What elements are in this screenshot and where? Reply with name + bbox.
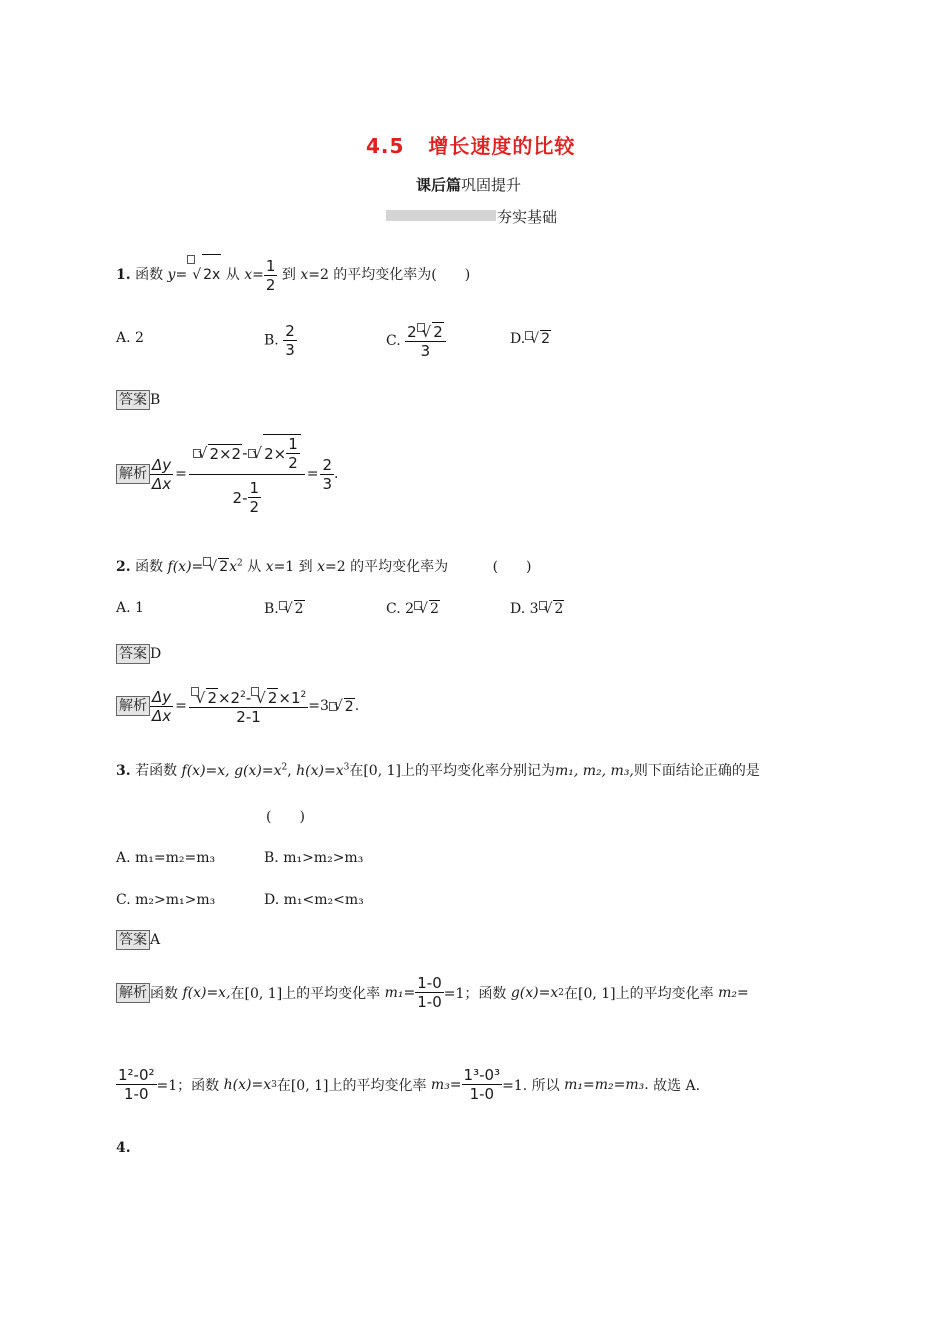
radicand: 2 (219, 559, 229, 575)
denominator (231, 475, 264, 516)
answer-value: A (150, 932, 161, 948)
text: 函数 (150, 985, 178, 1002)
text: =1 到 (273, 559, 313, 575)
text: 在[0, 1]上的平均变化率分别记为 (349, 763, 555, 779)
option-b[interactable] (264, 322, 297, 359)
numerator: Δy (152, 687, 172, 706)
m3: m₃= (430, 1076, 462, 1093)
index-placeholder-icon (525, 331, 533, 340)
numerator: 2 (322, 455, 333, 474)
delta-ratio (150, 688, 173, 725)
answer-blank: ( ) (266, 809, 305, 825)
denominator: 2 (249, 498, 260, 516)
index-placeholder-icon (414, 601, 422, 610)
radicand: 2×2 (209, 444, 242, 463)
option-label: D. (510, 331, 526, 347)
denominator: 3 (322, 474, 333, 493)
answer-value: D (150, 646, 162, 662)
numerator: √ $2\times 2^2-$ √ $2\times 1^2$ (189, 686, 308, 708)
root-expression: √ 2x (187, 267, 221, 283)
eq: = (191, 559, 204, 575)
text: =1. 所以 (502, 1077, 560, 1094)
fraction (462, 1066, 503, 1103)
option-b[interactable]: B. m₁>m₂>m₃ (264, 850, 364, 866)
text: 故选 A. (653, 1077, 701, 1094)
exponent: 2 (237, 558, 243, 569)
index-placeholder-icon (417, 323, 425, 332)
answer-tag: 答案 (116, 644, 150, 664)
analysis-tag: 解析 (116, 696, 150, 716)
function-f: f(x)=x, (182, 984, 231, 1001)
option-d[interactable]: D. m₁<m₂<m₃ (264, 892, 364, 908)
variables: m₁, m₂, m₃, (554, 763, 634, 779)
delta-ratio (150, 456, 173, 493)
main-fraction (189, 686, 308, 726)
answer-value: B (150, 392, 161, 408)
var-x: x (300, 267, 309, 283)
text: =1；函数 (156, 1077, 220, 1094)
numerator: 1²-0² (118, 1066, 155, 1084)
solution-1: 解析 $\frac{\Delta y}{\Delta x}$ = √ 2×2 - √ 2× $\frac{1}{2}$ 2- $\frac{1}{2}$ = $\frac{2}{3}$ . (116, 432, 338, 516)
radicand: 2 (429, 601, 439, 617)
solution-2: 解析 $\frac{\Delta y}{\Delta x}$ = $\frac{√ 2\times 2^2- √ 2\times 1^2}{2-1}$ =3 √ 2 . (116, 686, 359, 726)
denominator: 1-0 (469, 1085, 495, 1103)
option-c[interactable]: C. m₂>m₁>m₃ (116, 892, 216, 908)
denominator: Δx (152, 706, 172, 725)
numerator: 1 (288, 435, 298, 453)
result-fraction (320, 456, 334, 493)
inner-fraction (248, 479, 262, 516)
level-bar (386, 210, 496, 221)
radicand: 2 (267, 689, 278, 707)
option-label: B. (264, 332, 279, 349)
option-a[interactable]: A. 1 (116, 600, 144, 616)
text: 函数 (135, 267, 164, 283)
answer-row-1 (116, 390, 160, 410)
numerator: 1-0 (417, 974, 442, 992)
fraction (264, 257, 278, 294)
option-d[interactable] (510, 330, 551, 347)
numerator: 1 (265, 256, 276, 275)
fraction (116, 1066, 157, 1103)
subtitle (416, 174, 521, 195)
option-c[interactable]: C. 2 √ 2 (386, 601, 439, 617)
question-1: 1. 函数 y= √ 2x 从 x= $\frac{1}{2}$ 到 x=2 的平均变化率为( ) (116, 254, 470, 295)
coefficient: 2 (407, 323, 417, 341)
text: 在[0, 1]上的平均变化率 (276, 1077, 427, 1094)
radicand (263, 434, 301, 472)
numerator: √ 2×2 - √ 2× $\frac{1}{2}$ (189, 432, 305, 475)
radicand: 2 (207, 689, 217, 707)
denominator: 3 (285, 341, 295, 359)
function-h: h(x)=x (296, 763, 344, 779)
subtitle-bold: 课后篇 (416, 176, 462, 194)
denominator: 3 (420, 342, 431, 360)
text: 在[0, 1]上的平均变化率 (564, 985, 714, 1002)
radicand: 2 (554, 601, 564, 617)
option-label: B. (264, 601, 279, 617)
text: 到 (281, 267, 296, 283)
radicand: 2 (294, 601, 304, 617)
solution-3-line-1: 解析 函数 f(x)=x, 在[0, 1]上的平均变化率 m₁= $\frac{1-0}{1-0}$ =1；函数 g(x)=x 2 在[0, 1]上的平均变化率 m₂= (116, 974, 749, 1011)
option-d[interactable]: D. 3 √ 2 (510, 601, 564, 617)
numerator: Δy (152, 455, 172, 474)
radicand: 2 (344, 698, 354, 715)
exponent: 2 (240, 690, 246, 700)
exponent: 2 (300, 690, 307, 700)
radicand: 2 (433, 323, 443, 341)
inner-fraction (286, 435, 300, 472)
text: 则下面结论正确的是 (633, 763, 760, 779)
answer-row-3 (116, 930, 160, 950)
index-placeholder-icon (187, 255, 195, 264)
var-y: y (167, 267, 176, 283)
section-title: 增长速度的比较 (428, 134, 576, 158)
option-label: D. 3 (510, 601, 539, 617)
answer-tag: 答案 (116, 390, 150, 410)
numerator: 1 (249, 479, 260, 497)
analysis-tag: 解析 (116, 464, 150, 484)
index-placeholder-icon (203, 557, 211, 566)
option-b[interactable]: B. √ 2 (264, 601, 304, 617)
function-f: f(x)=x, (181, 763, 230, 779)
question-2: 2. 函数 f(x)= √ $2x^2$ 从 x=1 到 x=2 的平均变化率为 ( ) (116, 558, 532, 575)
question-number: 2. (116, 559, 131, 575)
conclusion: m₁=m₂=m₃. (564, 1076, 649, 1093)
option-a[interactable]: A. m₁=m₂=m₃ (116, 850, 216, 866)
numerator: 2 (285, 322, 295, 340)
analysis-tag: 解析 (116, 983, 150, 1003)
question-4-number: 4. (116, 1140, 131, 1156)
section-number: 4.5 (366, 134, 405, 158)
index-placeholder-icon (248, 449, 256, 458)
level-label: 夯实基础 (497, 208, 558, 226)
text: =2 的平均变化率为( ) (308, 267, 471, 283)
m1: m₁= (384, 984, 416, 1001)
option-label: C. 2 (386, 601, 415, 617)
term: ×2 (217, 689, 241, 707)
var-x: x (244, 267, 253, 283)
text: 在[0, 1]上的平均变化率 (230, 985, 381, 1002)
text: 2× (264, 444, 287, 463)
text: 2- (232, 488, 248, 507)
period: . (354, 698, 360, 714)
denominator: 2 (288, 454, 298, 472)
radicand: 2x (202, 254, 221, 295)
answer-row-2 (116, 644, 161, 664)
radicand: 2 (541, 331, 551, 347)
text: =2 的平均变化率为 (325, 559, 449, 575)
var-x: x (229, 559, 238, 575)
question-number: 3. (116, 763, 131, 779)
function-g: g(x)=x (234, 763, 282, 779)
denominator: 2 (265, 275, 276, 294)
fraction (283, 322, 297, 359)
option-label: C. (386, 333, 401, 349)
question-number: 1. (116, 267, 131, 283)
option-c[interactable] (386, 322, 446, 360)
denominator: 2-1 (236, 708, 261, 726)
eq: = (175, 267, 188, 283)
function-h: h(x)=x (223, 1076, 272, 1093)
text: 函数 (135, 559, 164, 575)
subtitle-rest: 巩固提升 (461, 176, 522, 194)
root-expression: √ 2 (525, 331, 551, 347)
solution-3-line-2: $\frac{\text{1²-0²}}{1-0}$ =1；函数 h(x)=x 3 在[0, 1]上的平均变化率 m₃= $\frac{\text{1³-0³}}{1-0}$ =1. 所以 m₁=m₂=m₃. 故选 A. (118, 1066, 701, 1103)
denominator: Δx (152, 474, 172, 493)
index-placeholder-icon (191, 687, 199, 696)
root-expression: √ 2 (203, 559, 229, 575)
text: 从 (247, 559, 262, 575)
text: 从 (225, 267, 240, 283)
page-title (366, 130, 575, 159)
numerator: 1³-0³ (463, 1066, 501, 1084)
text: 若函数 (135, 763, 178, 779)
option-a[interactable]: A. 2 (116, 330, 144, 346)
question-3: 3. 若函数 f(x)=x, $g(x)=x^2$, $h(x)=x^3$在[0, 1]上的平均变化率分别记为m₁, m₂, m₃,则下面结论正确的是 (116, 762, 760, 779)
numerator: 2 √ 2 (405, 322, 446, 342)
denominator: 1-0 (124, 1085, 149, 1103)
m2: m₂= (718, 984, 749, 1001)
term: ×1 (278, 689, 301, 707)
index-placeholder-icon (251, 687, 259, 696)
answer-tag: 答案 (116, 930, 150, 950)
index-placeholder-icon (279, 601, 287, 610)
period: . (334, 466, 339, 482)
fraction (415, 974, 444, 1011)
function-g: g(x)=x (510, 984, 559, 1001)
main-fraction (189, 432, 305, 516)
answer-blank: ( ) (492, 559, 532, 575)
index-placeholder-icon (539, 601, 547, 610)
text: =1；函数 (443, 985, 507, 1002)
minus: - (242, 444, 248, 462)
fraction (405, 322, 446, 360)
result: =3 (308, 698, 329, 714)
index-placeholder-icon (193, 449, 201, 458)
function: f(x) (167, 559, 192, 575)
denominator: 1-0 (417, 993, 442, 1011)
